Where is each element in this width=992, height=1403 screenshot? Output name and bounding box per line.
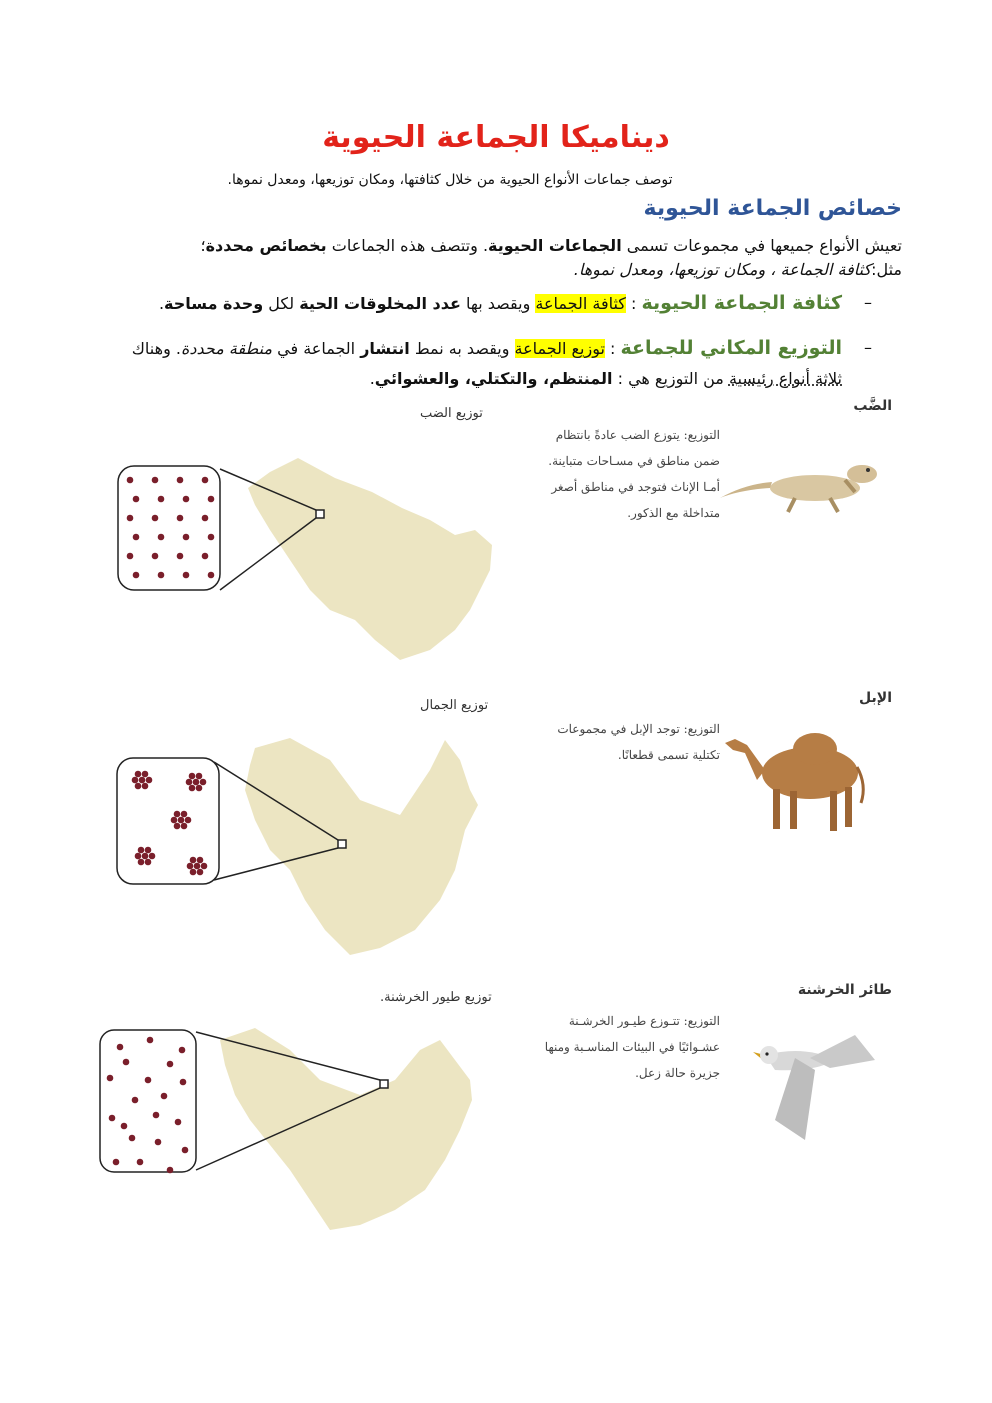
clumped-dot bbox=[193, 779, 200, 786]
tern-title: طائر الخرشنة bbox=[797, 982, 892, 998]
clumped-dot bbox=[181, 811, 188, 818]
lizard-title: الضَّب bbox=[853, 398, 892, 414]
random-dot bbox=[147, 1037, 154, 1044]
camel-map-caption: توزيع الجمال bbox=[420, 698, 489, 713]
uniform-dot bbox=[127, 477, 134, 484]
random-dot bbox=[155, 1139, 162, 1146]
uniform-dot bbox=[183, 496, 190, 503]
clumped-dot bbox=[190, 869, 197, 876]
clumped-dot bbox=[132, 777, 139, 784]
random-dot bbox=[180, 1079, 187, 1086]
uniform-dot bbox=[202, 553, 209, 560]
uniform-dot bbox=[158, 534, 165, 541]
camel-description: التوزيع: توجد الإبل في مجموعات تكتلية تسمى قطعانًا. bbox=[557, 722, 720, 762]
uniform-dot bbox=[133, 534, 140, 541]
clumped-dot bbox=[142, 783, 149, 790]
clumped-dot bbox=[196, 785, 203, 792]
clumped-dot bbox=[201, 863, 208, 870]
arabian-map-2 bbox=[245, 738, 478, 955]
lizard-illustration bbox=[720, 465, 877, 512]
uniform-box bbox=[118, 466, 220, 590]
clumped-dot bbox=[135, 771, 142, 778]
clumped-dot bbox=[197, 869, 204, 876]
uniform-dot bbox=[158, 572, 165, 579]
clumped-dot bbox=[142, 853, 149, 860]
uniform-dot bbox=[183, 572, 190, 579]
random-dot bbox=[123, 1059, 130, 1066]
camel-illustration bbox=[725, 733, 863, 831]
page-subtitle: توصف جماعات الأنواع الحيوية من خلال كثافتها، ومكان توزيعها، ومعدل نموها. bbox=[227, 172, 673, 188]
tern-map-caption: توزيع طيور الخرشنة. bbox=[380, 990, 492, 1005]
clumped-dot bbox=[189, 773, 196, 780]
clumped-dot bbox=[145, 847, 152, 854]
clumped-dot bbox=[185, 817, 192, 824]
random-dot bbox=[132, 1097, 139, 1104]
example-line: مثل:كثافة الجماعة ، ومكان توزيعها، ومعدل نموها. bbox=[573, 260, 902, 279]
clumped-dot bbox=[135, 853, 142, 860]
random-dot bbox=[109, 1115, 116, 1122]
clumped-dot bbox=[146, 777, 153, 784]
clumped-dot bbox=[138, 847, 145, 854]
random-dot bbox=[179, 1047, 186, 1054]
uniform-dot bbox=[152, 477, 159, 484]
zoom-marker bbox=[316, 510, 324, 518]
uniform-dot bbox=[152, 553, 159, 560]
random-dot bbox=[167, 1167, 174, 1174]
lizard-map-caption: توزيع الضب bbox=[420, 406, 483, 421]
clumped-dot bbox=[174, 811, 181, 818]
intro-paragraph: تعيش الأنواع جميعها في مجموعات تسمى الجماعات الحيوية. وتتصف هذه الجماعات بخصائص محددة؛ bbox=[200, 236, 902, 255]
tern-description: التوزيع: تتـوزع طيـور الخرشـنة عشـوائيًا في البيئات المناسـبة ومنها جزيرة حالة زعل. bbox=[544, 1014, 720, 1080]
random-dot bbox=[167, 1061, 174, 1068]
clumped-dot bbox=[187, 863, 194, 870]
uniform-dot bbox=[202, 515, 209, 522]
tern-illustration bbox=[753, 1035, 875, 1140]
density-bullet: – كثافة الجماعة الحيوية : كثافة الجماعة ويقصد بها عدد المخلوقات الحية لكل وحدة مساحة. bbox=[158, 292, 872, 314]
page-title: ديناميكا الجماعة الحيوية bbox=[322, 120, 670, 155]
camel-title: الإبل bbox=[859, 690, 892, 706]
uniform-dot bbox=[133, 572, 140, 579]
clumped-dot bbox=[145, 859, 152, 866]
clumped-dot bbox=[178, 817, 185, 824]
clumped-dot bbox=[139, 777, 146, 784]
arabian-map-1 bbox=[248, 458, 492, 660]
lizard-description: التوزيع: يتوزع الضب عادةً بانتظام ضمن مناطق في مسـاحات متباينة. أمـا الإناث فتوجد في مناطق أصغر متداخلة مع الذكور. bbox=[548, 428, 720, 520]
uniform-dot bbox=[183, 534, 190, 541]
distribution-bullet: – التوزيع المكاني للجماعة : توزيع الجماعة ويقصد به نمط انتشار الجماعة في منطقة محددة. وهناك ثلاثة أنواع رئيسية من التوزيع هي : المنتظم، والتكتلي، والعشوائي. bbox=[131, 337, 872, 388]
uniform-dot bbox=[208, 572, 215, 579]
clumped-dot bbox=[174, 823, 181, 830]
random-dot bbox=[107, 1075, 114, 1082]
clumped-dot bbox=[190, 857, 197, 864]
uniform-dot bbox=[152, 515, 159, 522]
clumped-dot bbox=[135, 783, 142, 790]
clumped-dot bbox=[186, 779, 193, 786]
random-dot bbox=[121, 1123, 128, 1130]
clumped-dot bbox=[138, 859, 145, 866]
uniform-dot bbox=[127, 515, 134, 522]
clumped-dot bbox=[171, 817, 178, 824]
random-dot bbox=[153, 1112, 160, 1119]
uniform-dot bbox=[133, 496, 140, 503]
clumped-dot bbox=[142, 771, 149, 778]
clumped-dot bbox=[189, 785, 196, 792]
clumped-dot bbox=[149, 853, 156, 860]
random-dot bbox=[117, 1044, 124, 1051]
clumped-dot bbox=[196, 773, 203, 780]
uniform-dot bbox=[177, 553, 184, 560]
zoom-marker bbox=[380, 1080, 388, 1088]
clumped-dot bbox=[194, 863, 201, 870]
zoom-marker bbox=[338, 840, 346, 848]
random-dot bbox=[137, 1159, 144, 1166]
uniform-dot bbox=[177, 477, 184, 484]
random-dot bbox=[161, 1093, 168, 1100]
random-dot bbox=[113, 1159, 120, 1166]
clumped-dot bbox=[197, 857, 204, 864]
random-dot bbox=[129, 1135, 136, 1142]
uniform-dot bbox=[208, 496, 215, 503]
section-heading: خصائص الجماعة الحيوية bbox=[643, 196, 902, 221]
random-dot bbox=[145, 1077, 152, 1084]
uniform-dot bbox=[158, 496, 165, 503]
arabian-map-3 bbox=[220, 1028, 472, 1230]
random-dot bbox=[182, 1147, 189, 1154]
uniform-dot bbox=[177, 515, 184, 522]
random-dot bbox=[175, 1119, 182, 1126]
clumped-dot bbox=[181, 823, 188, 830]
uniform-dot bbox=[127, 553, 134, 560]
uniform-dot bbox=[208, 534, 215, 541]
uniform-dot bbox=[202, 477, 209, 484]
clumped-dot bbox=[200, 779, 207, 786]
